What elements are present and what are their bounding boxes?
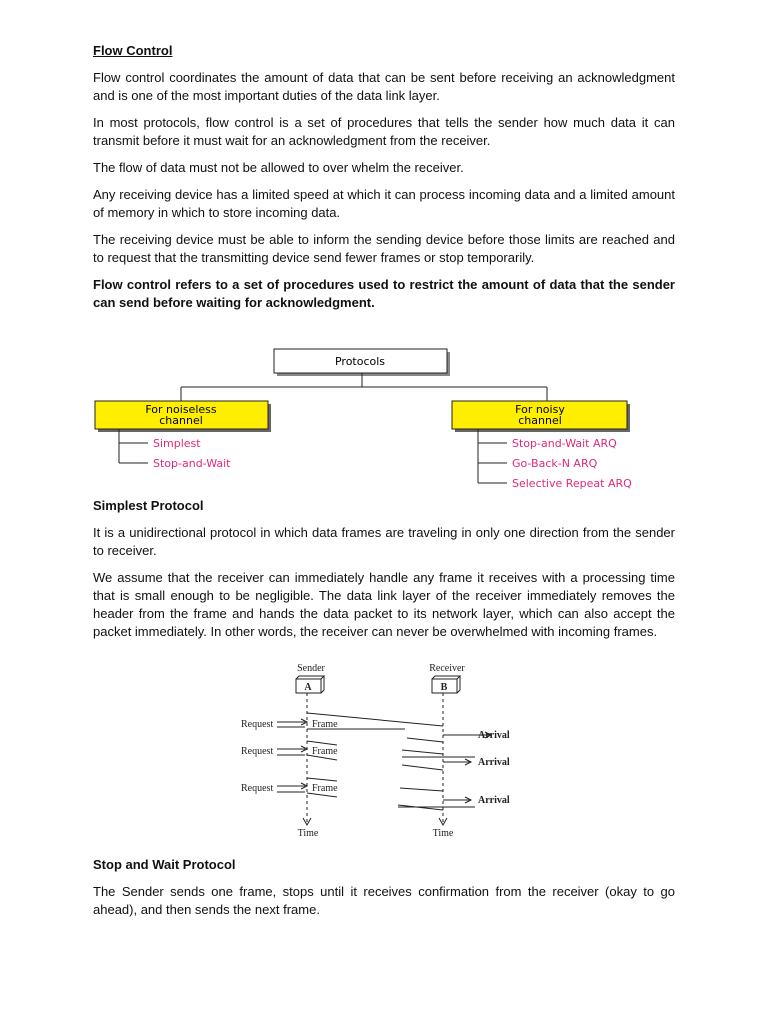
svg-text:Arrival: Arrival — [478, 730, 510, 741]
tree-item: Selective Repeat ARQ — [512, 477, 632, 490]
svg-text:A: A — [304, 682, 312, 693]
tree-item: Go-Back-N ARQ — [512, 457, 598, 470]
simplest-timing-diagram — [241, 663, 510, 839]
svg-text:Request: Request — [241, 783, 274, 794]
svg-text:Arrival: Arrival — [478, 757, 510, 768]
paragraph: In most protocols, flow control is a set of procedures that tells the sender how much data it can transmit before it must wait for an acknowledgment from the receiver. — [93, 115, 675, 148]
paragraph: It is a unidirectional protocol in which data frames are traveling in only one direction from the sender to receiver. — [93, 525, 675, 558]
svg-text:Sender: Sender — [297, 663, 325, 674]
section-heading: Simplest Protocol — [93, 498, 204, 513]
svg-text:B: B — [440, 682, 448, 693]
paragraph: We assume that the receiver can immediately handle any frame it receives with a processing time that is small enough to be negligible. The data link layer of the receiver immediately removes the header from the frame and hands the data packet to its network layer, which can also accept the packet immediately. In other words, the receiver can never be overwhelmed with incoming frames. — [93, 570, 675, 639]
section-heading: Stop and Wait Protocol — [93, 857, 236, 872]
svg-text:For noisy: For noisy — [515, 403, 565, 416]
svg-text:Frame: Frame — [312, 719, 338, 730]
paragraph: The Sender sends one frame, stops until it receives confirmation from the receiver (okay to go ahead), and then sends the next frame. — [93, 884, 675, 917]
svg-text:channel: channel — [159, 414, 203, 427]
protocol-tree-diagram — [95, 349, 632, 490]
root-node: Protocols — [334, 355, 386, 368]
svg-text:Arrival: Arrival — [478, 795, 510, 806]
tree-item: Simplest — [153, 437, 201, 450]
definition: Flow control refers to a set of procedures used to restrict the amount of data that the sender can send before waiting for acknowledgment. — [93, 277, 675, 310]
paragraph: The receiving device must be able to inform the sending device before those limits are reached and to request that the transmitting device send fewer frames or stop temporarily. — [93, 232, 675, 265]
title: Flow Control — [93, 43, 173, 58]
svg-text:channel: channel — [518, 414, 562, 427]
paragraph: The flow of data must not be allowed to over whelm the receiver. — [93, 160, 464, 175]
svg-text:Request: Request — [241, 719, 274, 730]
paragraph: Flow control coordinates the amount of data that can be sent before receiving an acknowledgment and is one of the most important duties of the data link layer. — [93, 70, 675, 103]
tree-item: Stop-and-Wait ARQ — [512, 437, 617, 450]
paragraph: Any receiving device has a limited speed at which it can process incoming data and a limited amount of memory in which to store incoming data. — [93, 187, 675, 220]
svg-text:Time: Time — [297, 828, 319, 839]
svg-text:Receiver: Receiver — [429, 663, 465, 674]
svg-text:For noiseless: For noiseless — [145, 403, 217, 416]
svg-text:Frame: Frame — [312, 746, 338, 757]
svg-text:Frame: Frame — [312, 783, 338, 794]
tree-item: Stop-and-Wait — [153, 457, 231, 470]
svg-text:Request: Request — [241, 746, 274, 757]
svg-text:Time: Time — [432, 828, 454, 839]
